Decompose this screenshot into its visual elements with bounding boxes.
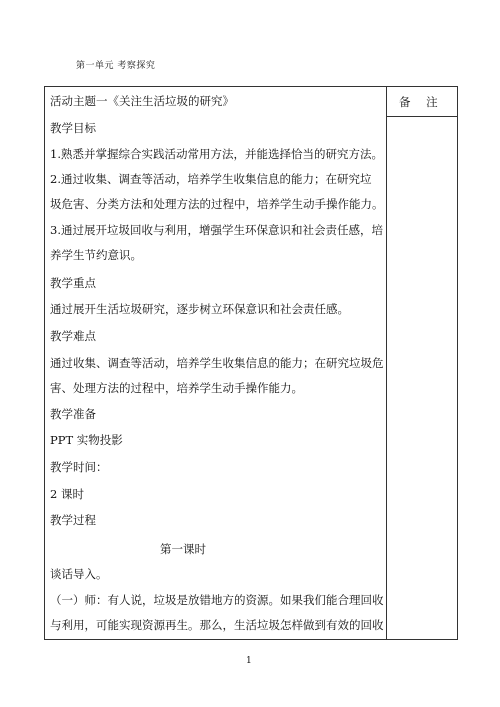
- activity-title: 活动主题一《关注生活垃圾的研究》: [50, 94, 234, 108]
- notes-header-divider: [386, 116, 457, 117]
- column-divider: [386, 87, 387, 639]
- key-point-text: 通过展开生活垃圾研究，逐步树立环保意识和社会责任感。: [50, 302, 349, 316]
- process-line-1: （一）师：有人说，垃圾是放错地方的资源。如果我们能合理回收: [50, 593, 384, 607]
- section-heading-preparation: 教学准备: [50, 407, 96, 421]
- section-heading-difficulties: 教学难点: [50, 329, 96, 343]
- notes-column-label: 备 注: [399, 95, 444, 109]
- objective-line-3: 圾危害、分类方法和处理方法的过程中，培养学生动手操作能力。: [50, 197, 384, 211]
- lesson-table: [44, 86, 458, 640]
- objective-line-5: 养学生节约意识。: [50, 248, 142, 262]
- time-text: 2 课时: [50, 487, 84, 501]
- section-heading-time: 教学时间：: [50, 460, 108, 474]
- difficulty-line-1: 通过收集、调查等活动，培养学生收集信息的能力；在研究垃圾危: [50, 356, 384, 370]
- process-line-2: 与利用，可能实现资源再生。那么，生活垃圾怎样做到有效的回收: [50, 618, 384, 632]
- section-heading-process: 教学过程: [50, 513, 96, 527]
- section-heading-objectives: 教学目标: [50, 121, 96, 135]
- lesson-period-title: 第一课时: [160, 542, 206, 556]
- page-number: 1: [246, 656, 252, 666]
- preparation-text: PPT 实物投影: [50, 433, 123, 447]
- objective-line-4: 3.通过展开垃圾回收与利用，增强学生环保意识和社会责任感，培: [50, 223, 383, 237]
- unit-header: 第一单元 考察探究: [76, 61, 156, 71]
- section-heading-key-points: 教学重点: [50, 276, 96, 290]
- objective-line-1: 1.熟悉并掌握综合实践活动常用方法，并能选择恰当的研究方法。: [50, 147, 383, 161]
- objective-line-2: 2.通过收集、调查等活动，培养学生收集信息的能力；在研究垃: [50, 172, 372, 186]
- intro-text: 谈话导入。: [50, 567, 108, 581]
- difficulty-line-2: 害、处理方法的过程中，培养学生动手操作能力。: [50, 381, 303, 395]
